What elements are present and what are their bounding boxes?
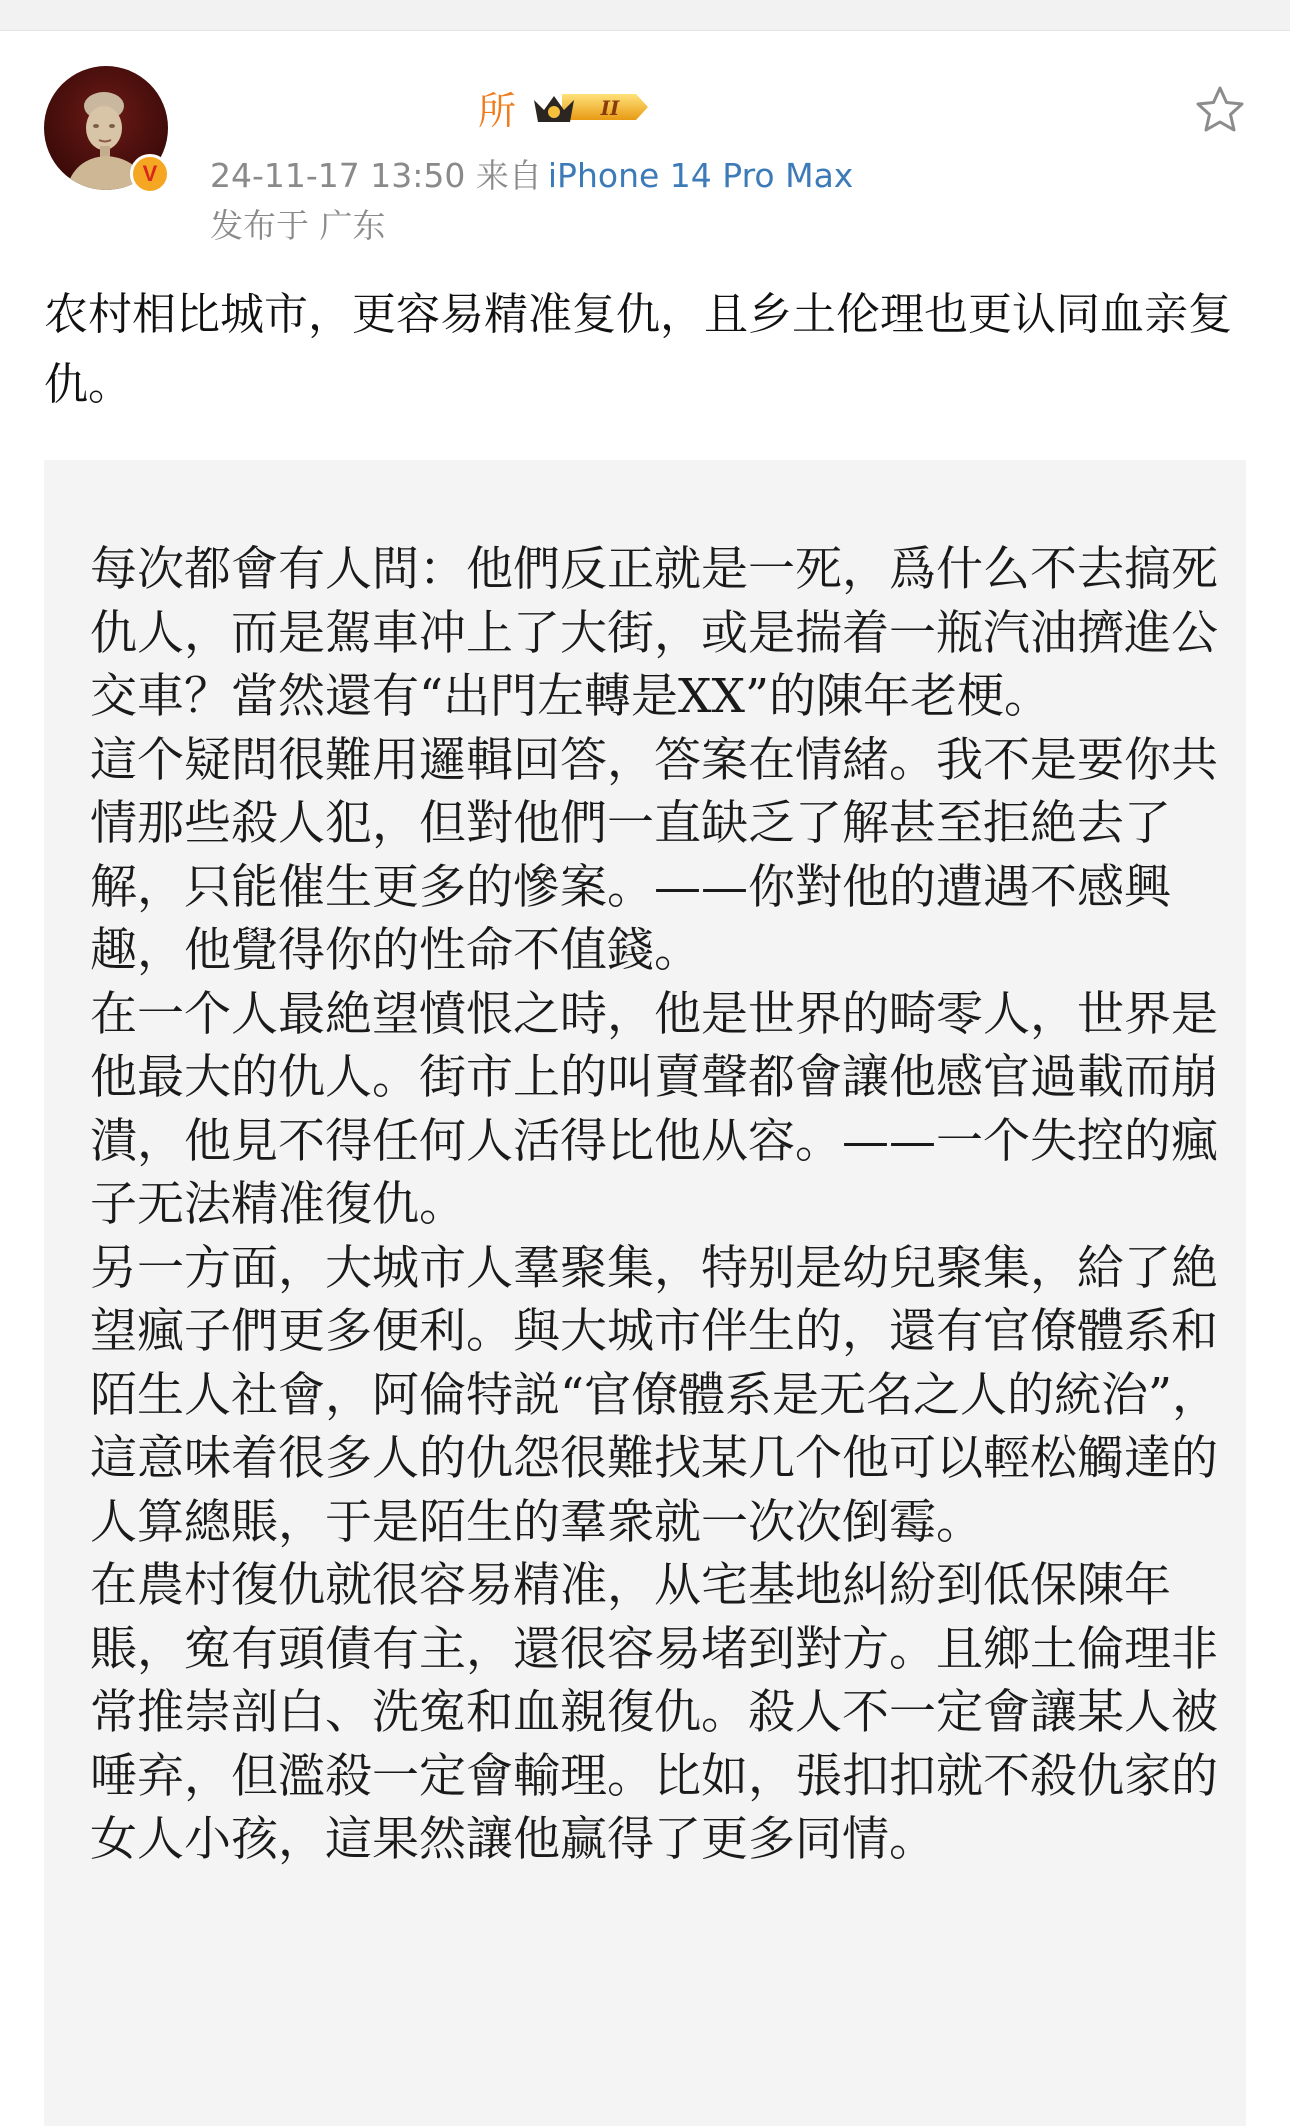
post-timestamp: 24-11-17 13:50	[210, 156, 466, 195]
device-link[interactable]: iPhone 14 Pro Max	[547, 156, 854, 195]
source-prefix: 来自	[475, 156, 542, 195]
post-image[interactable]	[44, 460, 1246, 2126]
image-paragraph: 另一方面，大城市人羣聚集，特别是幼兒聚集，給了絶望瘋子們更多便利。與大城市伴生的，還有官僚體系和陌生人社會，阿倫特説“官僚體系是无名之人的統治”，這意味着很多人的仇怨很難找某几个他可以輕松觸達的人算總賬，于是陌生的羣衆就一次次倒霉。	[90, 1240, 1220, 1550]
image-paragraph: 在農村復仇就很容易精准，从宅基地糾紛到低保陳年賬，寃有頭債有主，還很容易堵到對方。且鄉土倫理非常推崇剖白、洗寃和血親復仇。殺人不一定會讓某人被唾弃，但濫殺一定會輸理。比如，張扣扣就不殺仇家的女人小孩，這果然讓他赢得了更多同情。	[90, 1558, 1218, 1867]
post-location: 发布于 广东	[210, 206, 386, 245]
image-paragraph: 在一个人最絶望憤恨之時，他是世界的畸零人，世界是他最大的仇人。街市上的叫賣聲都會讓他感官過載而崩潰，他見不得任何人活得比他从容。——一个失控的瘋子无法精准復仇。	[90, 986, 1218, 1232]
post-text: 农村相比城市，更容易精准复仇，且乡土伦理也更认同血亲复仇。	[44, 289, 1232, 410]
verified-v-icon: V	[130, 154, 170, 194]
vip-level: II	[600, 96, 620, 120]
image-paragraph: 每次都會有人問：他們反正就是一死，爲什么不去搞死仇人，而是駕車冲上了大街，或是揣着一瓶汽油擠進公交車？當然還有“出門左轉是XX”的陳年老梗。	[90, 542, 1218, 724]
star-outline-icon[interactable]	[1192, 82, 1248, 138]
post-meta	[210, 150, 853, 197]
top-divider-strip	[0, 0, 1290, 31]
crown-vip-icon[interactable]	[532, 86, 650, 128]
image-paragraph: 這个疑問很難用邏輯回答，答案在情緒。我不是要你共情那些殺人犯，但對他們一直缺乏了解甚至拒絶去了解，只能催生更多的慘案。——你對他的遭遇不感興趣，他覺得你的性命不值錢。	[90, 732, 1218, 978]
image-text-block	[90, 538, 1220, 1872]
username[interactable]: 所	[478, 89, 517, 133]
